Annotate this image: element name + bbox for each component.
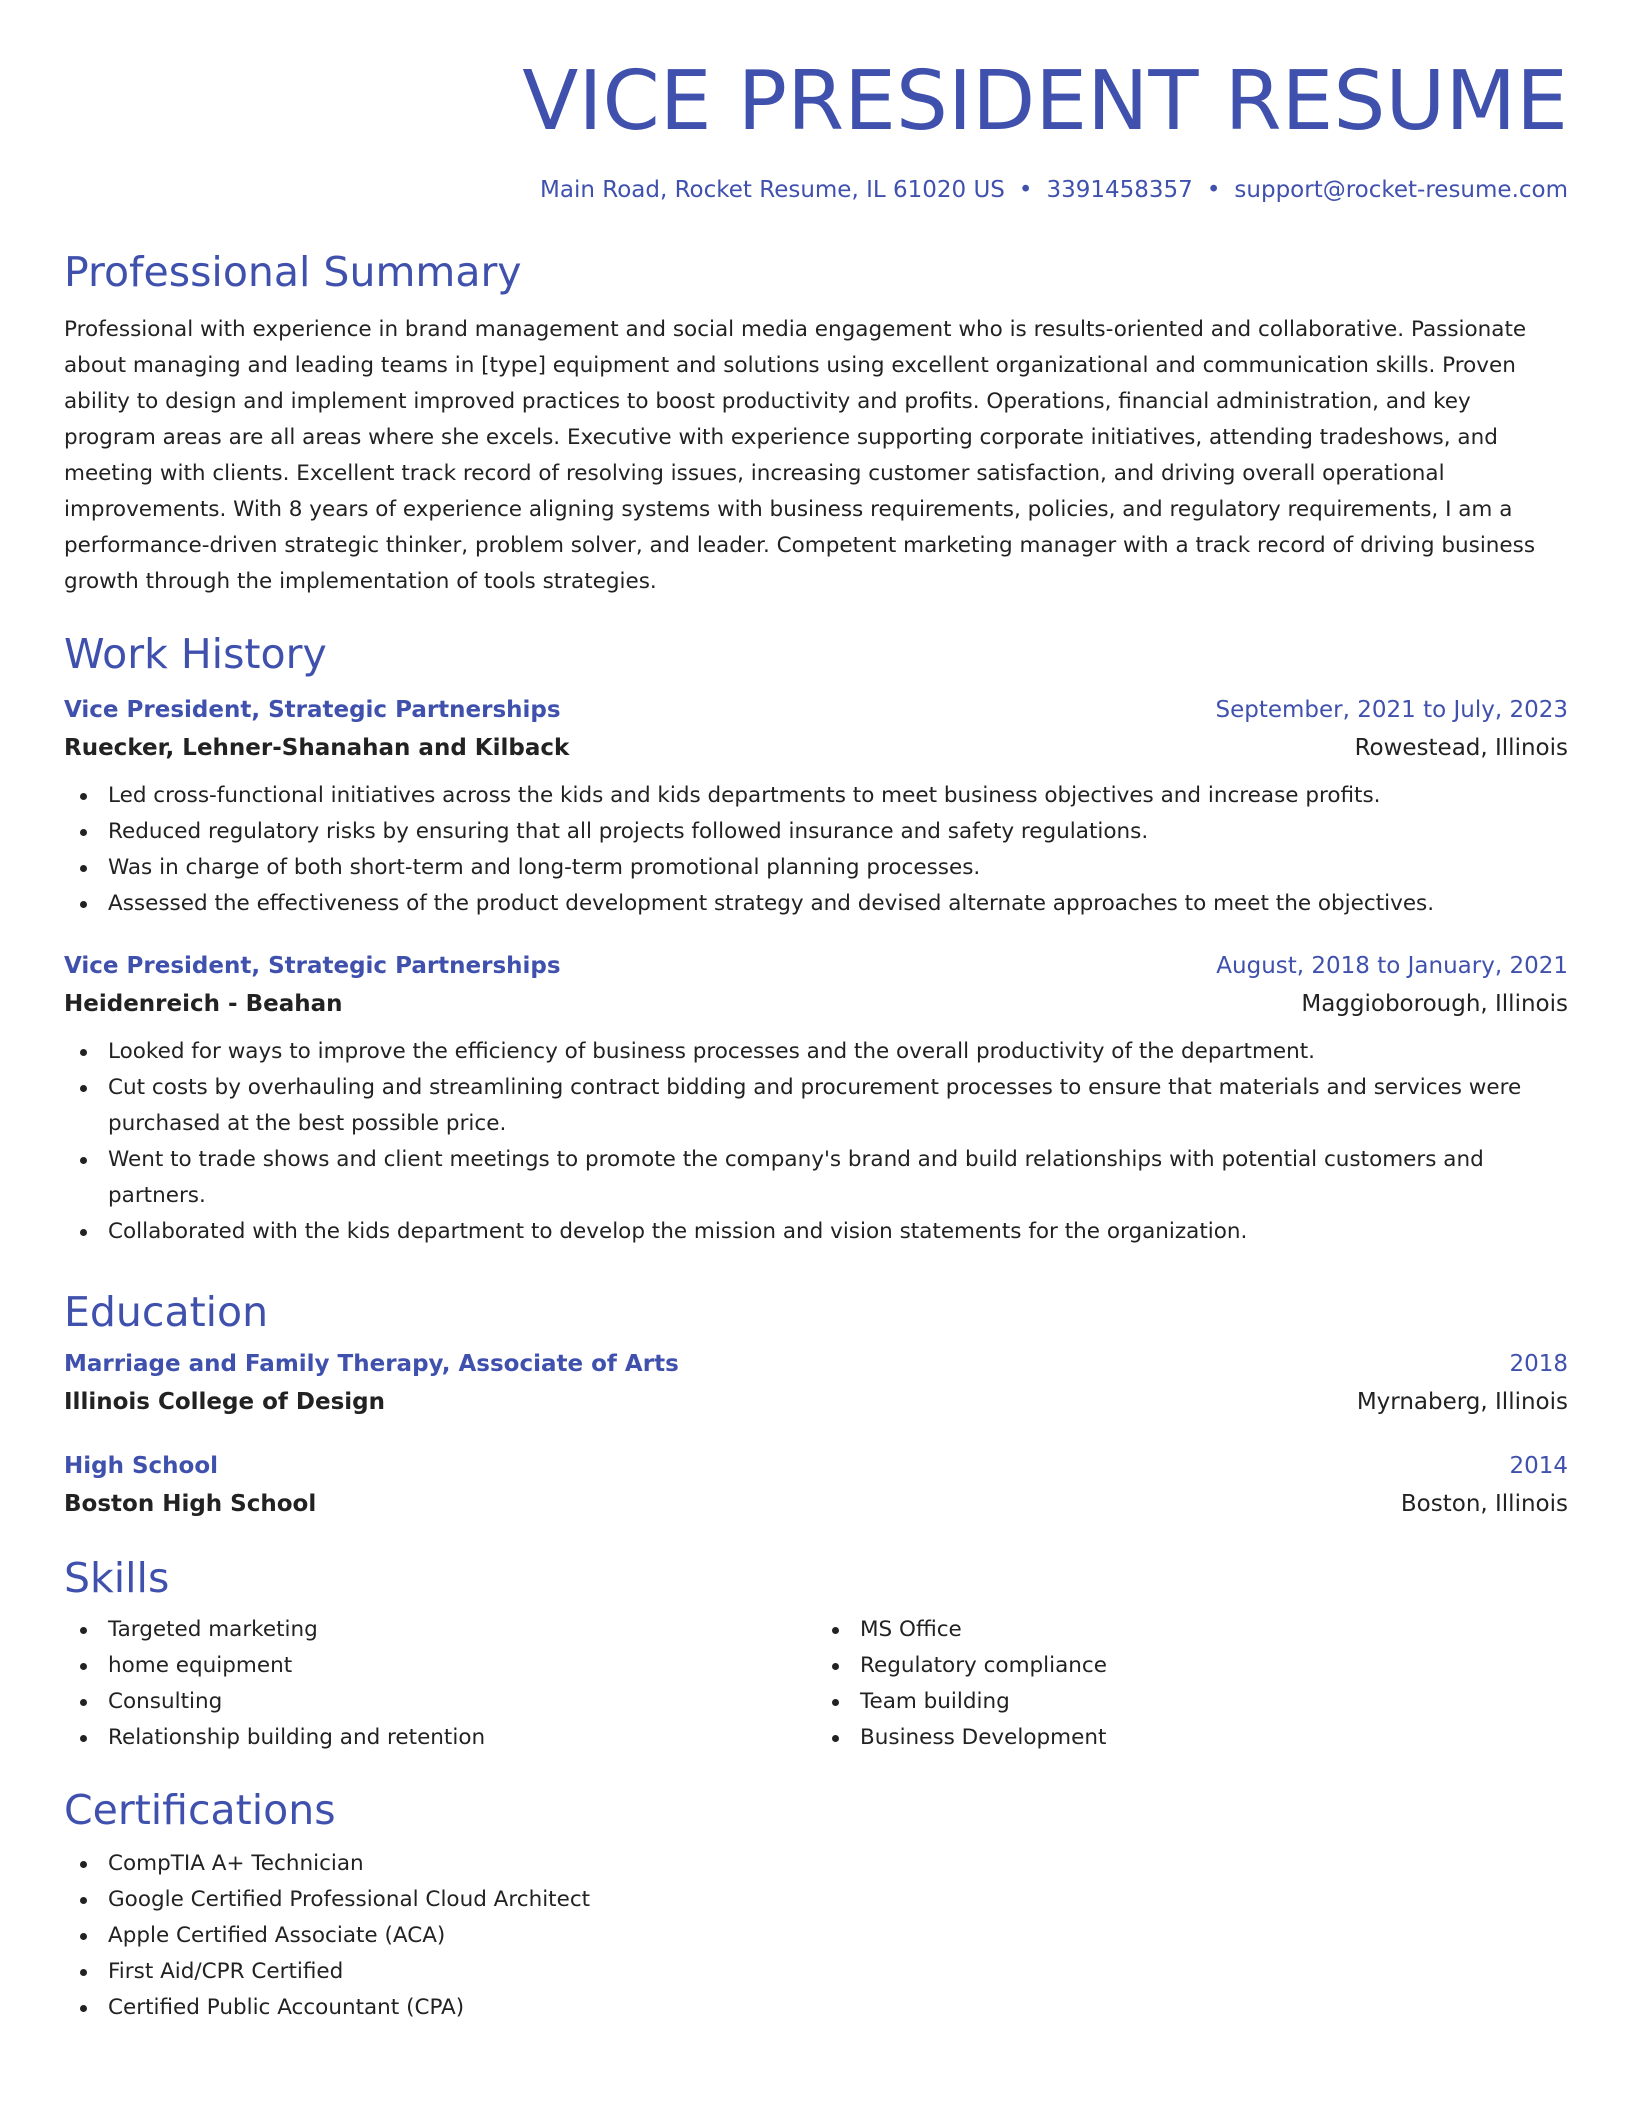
- contact-separator: •: [1018, 177, 1033, 203]
- job-bullet-list: [64, 1034, 1568, 1250]
- certification-item: First Aid/CPR Certified: [64, 1954, 1568, 1990]
- job-company-row: [64, 984, 1568, 1024]
- skills-heading: Skills: [64, 1554, 170, 1602]
- certification-item: Google Certified Professional Cloud Architect: [64, 1882, 1568, 1918]
- job-dates: August, 2018 to January, 2021: [1216, 953, 1568, 979]
- skills-list: [816, 1612, 1568, 1756]
- education-school-row: [64, 1382, 1568, 1422]
- skill-item: Business Development: [816, 1720, 1568, 1756]
- education-year: 2014: [1509, 1453, 1568, 1479]
- job-bullet: Collaborated with the kids department to develop the mission and vision statements for the organization.: [64, 1214, 1568, 1250]
- job-header-row: [64, 948, 1568, 984]
- job-bullet: Cut costs by overhauling and streamlining contract bidding and procurement processes to ensure that materials and services were purchased at the best possible price.: [64, 1070, 1568, 1142]
- education-header-row: [64, 1346, 1568, 1382]
- contact-address: Main Road, Rocket Resume, IL 61020 US: [540, 177, 1005, 203]
- job-bullet: Led cross-functional initiatives across the kids and kids departments to meet business objectives and increase profits.: [64, 778, 1568, 814]
- skill-item: home equipment: [64, 1648, 816, 1684]
- skill-item: MS Office: [816, 1612, 1568, 1648]
- skills-list: [64, 1612, 816, 1756]
- skill-item: Targeted marketing: [64, 1612, 816, 1648]
- summary-text: Professional with experience in brand management and social media engagement who is results-oriented and collaborative. Passionate about managing and leading teams in [type] equipment and solutions using excellent organizational and communication skills. Proven ability to design and implement improved practices to boost productivity and profits. Operations, financial administration, and key program areas are all areas where she excels. Executive with experience supporting corporate initiatives, attending tradeshows, and meeting with clients. Excellent track record of resolving issues, increasing customer satisfaction, and driving overall operational improvements. With 8 years of experience aligning systems with business requirements, policies, and regulatory requirements, I am a performance-driven strategic thinker, problem solver, and leader. Competent marketing manager with a track record of driving business growth through the implementation of tools strategies.: [64, 317, 1536, 594]
- contact-email: support@rocket-resume.com: [1234, 177, 1568, 203]
- education-location: Boston, Illinois: [1400, 1491, 1568, 1517]
- contact-phone: 3391458357: [1046, 177, 1193, 203]
- skills-column-left: [64, 1612, 816, 1756]
- skill-item: Regulatory compliance: [816, 1648, 1568, 1684]
- skills-column-right: [816, 1612, 1568, 1756]
- job-company: Heidenreich - Beahan: [64, 991, 343, 1017]
- certification-item: Certified Public Accountant (CPA): [64, 1990, 1568, 2026]
- resume-title: VICE PRESIDENT RESUME: [522, 54, 1568, 149]
- skill-item: Consulting: [64, 1684, 816, 1720]
- contact-separator: •: [1206, 177, 1221, 203]
- education-school-row: [64, 1484, 1568, 1524]
- education-entry: [64, 1346, 1568, 1422]
- job-location: Maggioborough, Illinois: [1301, 991, 1568, 1017]
- job-bullet: Was in charge of both short-term and long-term promotional planning processes.: [64, 850, 1568, 886]
- job-dates: September, 2021 to July, 2023: [1215, 697, 1568, 723]
- education-school: Illinois College of Design: [64, 1389, 386, 1415]
- job-role: Vice President, Strategic Partnerships: [64, 697, 561, 723]
- skill-item: Team building: [816, 1684, 1568, 1720]
- job-entry: [64, 692, 1568, 922]
- job-bullet: Went to trade shows and client meetings to promote the company's brand and build relationships with potential customers and partners.: [64, 1142, 1568, 1214]
- certifications-list: [64, 1846, 1568, 2026]
- job-location: Rowestead, Illinois: [1354, 735, 1568, 761]
- work-history-heading: Work History: [64, 630, 327, 678]
- education-location: Myrnaberg, Illinois: [1356, 1389, 1568, 1415]
- job-company: Ruecker, Lehner-Shanahan and Kilback: [64, 735, 570, 761]
- summary-heading: Professional Summary: [64, 248, 522, 296]
- education-header-row: [64, 1448, 1568, 1484]
- job-header-row: [64, 692, 1568, 728]
- education-degree: Marriage and Family Therapy, Associate of Arts: [64, 1351, 679, 1377]
- certification-item: CompTIA A+ Technician: [64, 1846, 1568, 1882]
- education-school: Boston High School: [64, 1491, 317, 1517]
- education-entry: [64, 1448, 1568, 1524]
- job-bullet: Assessed the effectiveness of the product development strategy and devised alternate approaches to meet the objectives.: [64, 886, 1568, 922]
- resume-header: [64, 0, 1568, 206]
- skills-grid: [64, 1612, 1568, 1756]
- job-bullet: Looked for ways to improve the efficiency of business processes and the overall productivity of the department.: [64, 1034, 1568, 1070]
- job-entry: [64, 948, 1568, 1250]
- job-bullet-list: [64, 778, 1568, 922]
- job-bullet: Reduced regulatory risks by ensuring that all projects followed insurance and safety regulations.: [64, 814, 1568, 850]
- certification-item: Apple Certified Associate (ACA): [64, 1918, 1568, 1954]
- education-degree: High School: [64, 1453, 219, 1479]
- skill-item: Relationship building and retention: [64, 1720, 816, 1756]
- certifications-heading: Certifications: [64, 1786, 336, 1834]
- job-role: Vice President, Strategic Partnerships: [64, 953, 561, 979]
- contact-line: [64, 174, 1568, 206]
- education-heading: Education: [64, 1288, 269, 1336]
- job-company-row: [64, 728, 1568, 768]
- education-year: 2018: [1509, 1351, 1568, 1377]
